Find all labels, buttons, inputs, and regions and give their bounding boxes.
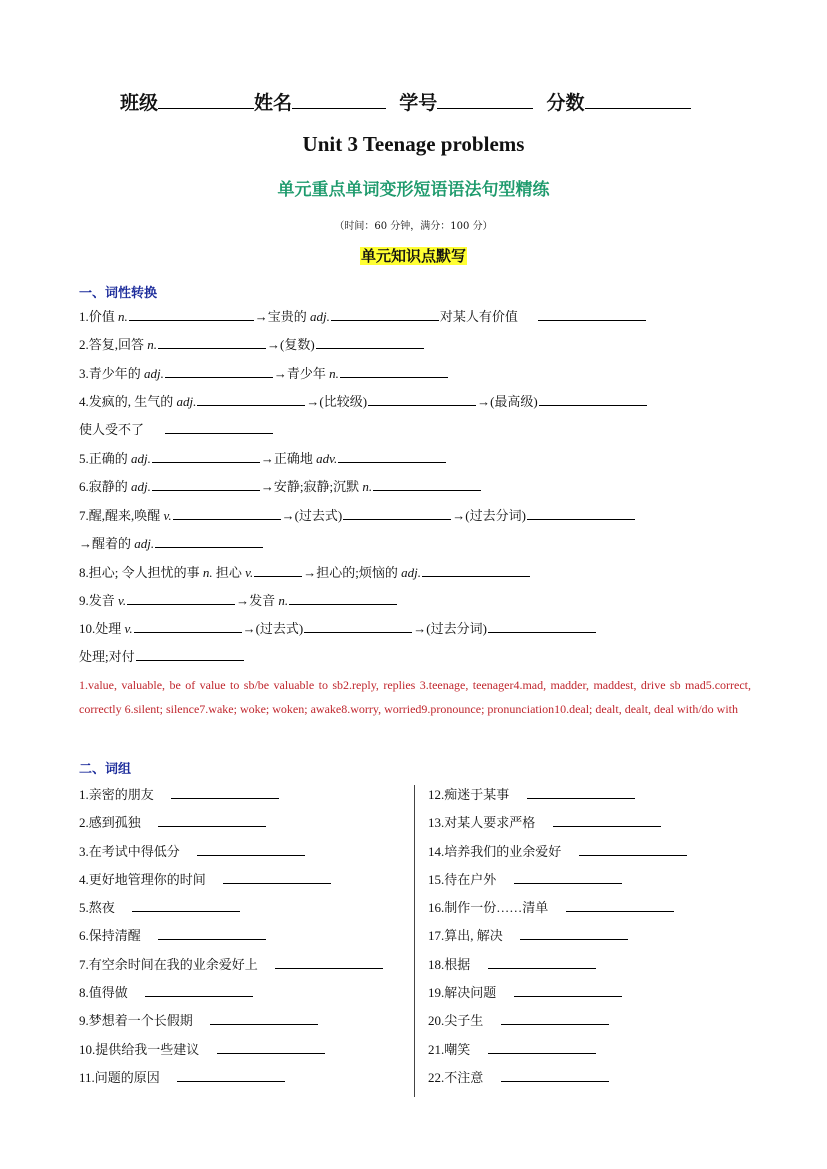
phrase-label: 3.在考试中得低分 <box>79 843 180 859</box>
answer-blank[interactable] <box>197 392 305 406</box>
answer-blank[interactable] <box>488 619 596 633</box>
answer-blank[interactable] <box>254 563 302 577</box>
line-text: 9.发音 <box>79 593 119 608</box>
line-text: n. <box>329 366 339 381</box>
phrase-item <box>428 870 688 898</box>
answer-blank[interactable] <box>527 785 635 799</box>
line-text: →担心的;烦恼的 <box>303 565 402 580</box>
answer-blank[interactable] <box>210 1011 318 1025</box>
answer-blank[interactable] <box>289 591 397 605</box>
highlight-heading <box>0 245 827 266</box>
number-blank[interactable] <box>437 90 533 109</box>
line-text: adj. <box>144 366 164 381</box>
phrase-label: 20.尖子生 <box>428 1013 484 1029</box>
phrase-item <box>428 1040 688 1068</box>
line-text: →(过去分词) <box>452 508 526 523</box>
phrase-item <box>428 898 688 926</box>
line-text: 3.青少年的 <box>79 366 145 381</box>
answer-blank[interactable] <box>158 926 266 940</box>
name-label: 姓名 <box>254 92 293 114</box>
line-text: v. <box>245 565 254 580</box>
answer-key: 1.value, valuable, be of value to sb/be valuable to sb2.reply, replies 3.teenage, teenager4.mad, madder, maddest, drive sb mad5.correct, correctly 6.silent; silence7.wake; woke; woken; awake8.worry, worried9.pronounce; pronunciation10.deal; dealt, dealt, deal with/do with <box>79 678 751 716</box>
answer-blank[interactable] <box>129 307 254 321</box>
phrase-label: 11.问题的原因 <box>79 1069 160 1085</box>
score-blank[interactable] <box>585 90 691 109</box>
exercise-line-10 <box>79 619 597 638</box>
line-text: n. <box>147 337 158 352</box>
phrase-item <box>428 955 688 983</box>
exercise-line-8 <box>79 563 531 582</box>
answer-blank[interactable] <box>488 1040 596 1054</box>
phrase-item <box>79 983 384 1011</box>
phrase-label: 4.更好地管理你的时间 <box>79 871 206 887</box>
exercise-line-4 <box>79 392 648 411</box>
phrase-label: 21.嘲笑 <box>428 1041 471 1057</box>
phrase-label: 7.有空余时间在我的业余爱好上 <box>79 956 258 972</box>
line-text: →(过去分词) <box>413 621 487 636</box>
answer-blank[interactable] <box>553 813 661 827</box>
phrase-label: 18.根据 <box>428 956 471 972</box>
answer-blank[interactable] <box>538 307 646 321</box>
exercise-line-10b <box>79 647 245 666</box>
line-text: adj. <box>310 309 330 324</box>
answer-blank[interactable] <box>165 420 273 434</box>
exercise-line-6 <box>79 477 482 496</box>
answer-blank[interactable] <box>373 477 481 491</box>
answer-blank[interactable] <box>171 785 279 799</box>
phrase-label: 2.感到孤独 <box>79 815 141 831</box>
phrase-item <box>428 983 688 1011</box>
exercise-line-7b <box>79 534 264 553</box>
answer-blank[interactable] <box>136 647 244 661</box>
phrase-label: 5.熬夜 <box>79 900 115 916</box>
line-text: 2.答复,回答 <box>79 337 148 352</box>
column-divider <box>414 785 415 1097</box>
answer-blank[interactable] <box>488 955 596 969</box>
phrase-item <box>79 1068 384 1096</box>
phrase-item <box>79 898 384 926</box>
phrase-item <box>79 926 384 954</box>
line-text: →宝贵的 <box>254 309 311 324</box>
answer-blank[interactable] <box>275 955 383 969</box>
line-text: →醒着的 <box>79 536 135 551</box>
line-text: 担心 <box>212 565 246 580</box>
answer-blank[interactable] <box>527 506 635 520</box>
line-text: 6.寂静的 <box>79 479 132 494</box>
answer-blank[interactable] <box>132 898 240 912</box>
line-text: 10.处理 <box>79 621 125 636</box>
phrase-item <box>428 785 688 813</box>
answer-blank[interactable] <box>152 477 260 491</box>
line-text: adj. <box>131 451 151 466</box>
answer-blank[interactable] <box>501 1011 609 1025</box>
page-title: Unit 3 Teenage problems <box>302 132 525 156</box>
line-text: 1.价值 <box>79 309 119 324</box>
line-text: adj. <box>401 565 421 580</box>
phrase-label: 19.解决问题 <box>428 985 497 1001</box>
line-text: →(复数) <box>267 337 315 352</box>
name-blank[interactable] <box>292 90 386 109</box>
phrase-item <box>79 1040 384 1068</box>
student-info-header <box>120 88 691 115</box>
section2-title: 二、词组 <box>79 762 132 777</box>
phrase-item <box>428 813 688 841</box>
exercise-line-4b <box>79 420 274 439</box>
line-text: 5.正确的 <box>79 451 132 466</box>
time-note: （时间：60 分钟，满分：100 分） <box>334 221 493 232</box>
subtitle: 单元重点单词变形短语语法句型精练 <box>277 180 550 200</box>
answer-blank[interactable] <box>173 506 281 520</box>
line-text: adj. <box>176 394 197 409</box>
phrase-column-right <box>428 785 688 1096</box>
phrase-label: 8.值得做 <box>79 985 128 1001</box>
answer-blank[interactable] <box>514 870 622 884</box>
line-text: n. <box>118 309 128 324</box>
phrase-item <box>79 870 384 898</box>
line-text: n. <box>278 593 289 608</box>
line-text: →(过去式) <box>281 508 343 523</box>
line-text: →安静;寂静;沉默 <box>260 479 363 494</box>
class-blank[interactable] <box>158 90 254 109</box>
phrase-item <box>79 842 384 870</box>
answer-blank[interactable] <box>338 449 446 463</box>
exercise-line-1 <box>79 307 647 326</box>
answer-blank[interactable] <box>165 364 273 378</box>
class-label: 班级 <box>120 92 159 114</box>
line-text: →青少年 <box>273 366 330 381</box>
phrase-label: 14.培养我们的业余爱好 <box>428 843 562 859</box>
answer-blank[interactable] <box>158 813 266 827</box>
answer-blank[interactable] <box>134 619 242 633</box>
line-text: →(过去式) <box>242 621 304 636</box>
phrase-label: 17.算出, 解决 <box>428 928 503 944</box>
phrase-label: 16.制作一份……清单 <box>428 900 549 916</box>
line-text: v. <box>163 508 172 523</box>
line-text: 4.发疯的, 生气的 <box>79 394 177 409</box>
answer-blank[interactable] <box>223 870 331 884</box>
phrase-item <box>428 926 688 954</box>
phrase-item <box>428 1068 688 1096</box>
answer-blank[interactable] <box>155 534 263 548</box>
phrase-label: 13.对某人要求严格 <box>428 815 536 831</box>
answer-blank[interactable] <box>316 335 424 349</box>
answer-blank[interactable] <box>158 335 266 349</box>
line-text: n. <box>202 565 213 580</box>
line-text: 7.醒,醒来,唤醒 <box>79 508 164 523</box>
line-text: →发音 <box>236 593 279 608</box>
phrase-item <box>79 955 384 983</box>
line-text: v. <box>118 593 127 608</box>
highlight-text: 单元知识点默写 <box>360 247 466 265</box>
phrase-item <box>79 813 384 841</box>
line-text: 8.担心; 令人担忧的事 <box>79 565 203 580</box>
line-text: v. <box>124 621 133 636</box>
answer-blank[interactable] <box>501 1068 609 1082</box>
answer-blank[interactable] <box>152 449 260 463</box>
answer-blank[interactable] <box>197 842 305 856</box>
exercise-line-3 <box>79 364 449 383</box>
answer-blank[interactable] <box>145 983 253 997</box>
section1-title: 一、词性转换 <box>79 286 158 301</box>
phrase-label: 10.提供给我一些建议 <box>79 1041 200 1057</box>
line-text: 处理;对付 <box>79 649 135 664</box>
phrase-label: 12.痴迷于某事 <box>428 787 510 802</box>
answer-blank[interactable] <box>127 591 235 605</box>
exercise-line-2 <box>79 335 425 354</box>
line-text: →(比较级) <box>306 394 368 409</box>
phrase-label: 22.不注意 <box>428 1069 484 1085</box>
line-text: adj. <box>131 479 151 494</box>
line-text: →(最高级) <box>477 394 538 409</box>
line-text: 使人受不了 <box>79 422 145 437</box>
answer-blank[interactable] <box>539 392 647 406</box>
phrase-item <box>79 785 384 813</box>
answer-blank[interactable] <box>566 898 674 912</box>
phrase-item <box>428 1011 688 1039</box>
phrase-label: 15.待在户外 <box>428 871 497 887</box>
phrase-label: 9.梦想着一个长假期 <box>79 1013 193 1029</box>
exercise-line-5 <box>79 449 447 468</box>
answer-blank[interactable] <box>177 1068 285 1082</box>
answer-blank[interactable] <box>331 307 439 321</box>
line-text: adv. <box>316 451 338 466</box>
answer-blank[interactable] <box>304 619 412 633</box>
phrase-column-left <box>79 785 384 1096</box>
line-text: 对某人有价值 <box>439 309 518 324</box>
line-text: adj. <box>134 536 155 551</box>
exercise-line-9 <box>79 591 398 610</box>
answer-blank[interactable] <box>217 1040 325 1054</box>
answer-blank[interactable] <box>422 563 530 577</box>
phrase-label: 6.保持清醒 <box>79 928 141 944</box>
phrase-item <box>428 842 688 870</box>
phrase-item <box>79 1011 384 1039</box>
line-text: n. <box>362 479 373 494</box>
answer-blank[interactable] <box>520 926 628 940</box>
score-label: 分数 <box>546 92 585 114</box>
answer-blank[interactable] <box>368 392 476 406</box>
answer-blank[interactable] <box>340 364 448 378</box>
answer-blank[interactable] <box>579 842 687 856</box>
number-label: 学号 <box>399 92 438 114</box>
line-text: →正确地 <box>260 451 317 466</box>
phrase-label: 1.亲密的朋友 <box>79 787 154 802</box>
answer-blank[interactable] <box>343 506 451 520</box>
exercise-line-7 <box>79 506 636 525</box>
answer-blank[interactable] <box>514 983 622 997</box>
